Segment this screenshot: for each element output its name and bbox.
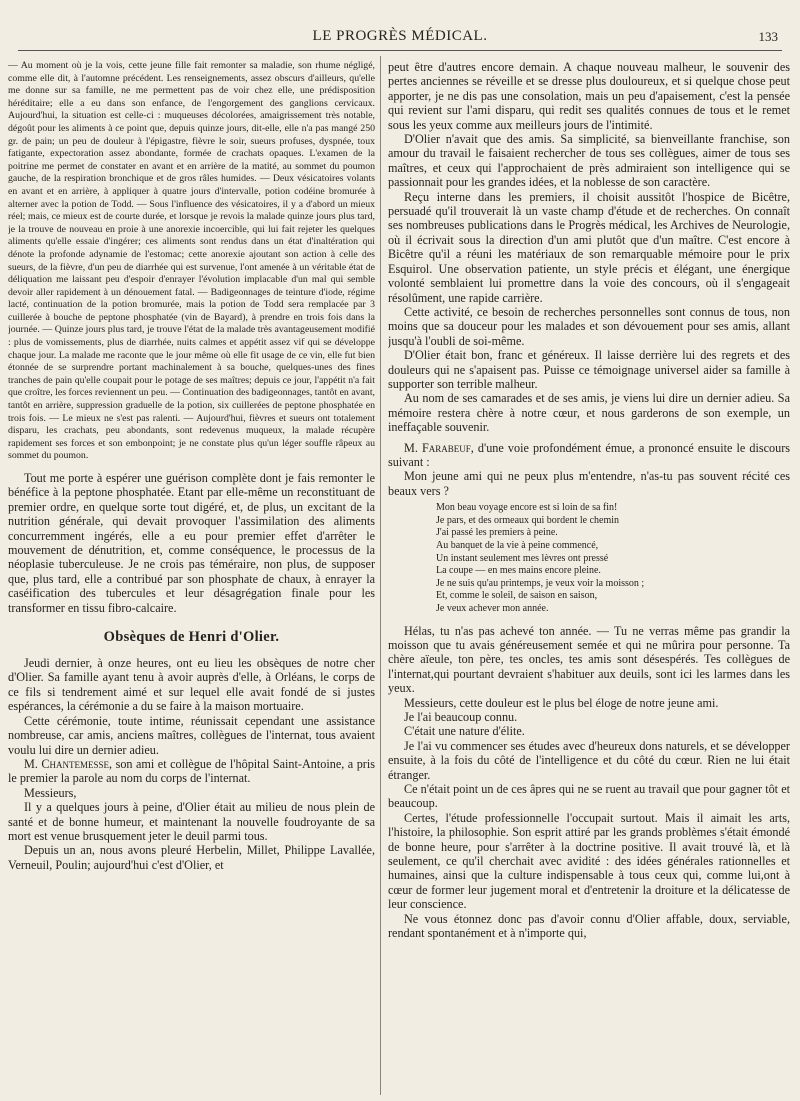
right-paragraph: peut être d'autres encore demain. A chaque nouveau malheur, le souvenir des pertes anciennes se réveille et se dresse plus douloureux, et si quelque chose peut apporter, je ne dis pas une consolation, mais un peu d'apaisement, c'est la pensée qui revient sur l'ami disparu, qui redit ses qualités connues de tous et le remet sous les yeux comme aux meilleurs jours de l'intimité. xyxy=(388,60,790,132)
poem-line: Mon beau voyage encore est si loin de sa fin! xyxy=(436,502,618,514)
left-paragraph: Il y a quelques jours à peine, d'Olier était au milieu de nous plein de santé et de bonne humeur, et maintenant la nouvelle foudroyante de sa mort est venue brusquement jeter le deuil parmi tous. xyxy=(8,800,375,843)
column-divider xyxy=(380,56,381,1095)
left-paragraph: Messieurs, xyxy=(24,785,77,800)
left-paragraph: Cette cérémonie, toute intime, réunissait cependant une assistance nombreuse, car amis, anciens maîtres, collègues de l'internat, tous avaient voulu lui dire un dernier adieu. xyxy=(8,713,375,757)
left-paragraph: Depuis un an, nous avons pleuré Herbelin, Millet, Philippe Lavallée, Verneuil, Poulin; aujourd'hui c'est d'Olier, et xyxy=(8,843,375,872)
right-paragraph: Je l'ai beaucoup connu. xyxy=(404,709,518,724)
right-paragraph: Au nom de ses camarades et de ses amis, je viens lui dire un dernier adieu. Sa mémoire restera chère à notre cœur, et nous garderons de son exemple, un ineffaçable souvenir. xyxy=(388,391,790,435)
right-paragraph: M. Farabeuf, d'une voie profondément émue, a prononcé ensuite le discours suivant : xyxy=(388,440,790,469)
poem-line: La coupe — en mes mains encore pleine. xyxy=(436,565,601,577)
left-paragraph: Jeudi dernier, à onze heures, ont eu lieu les obsèques de notre cher d'Olier. Sa famille ayant tenu à avoir auprès d'elle, à Orléans, le corps de ce fils si tendrement aimé et sur lequel elle avait fondé de si justes espérances, la cérémonie a du se faire à la maison mortuaire. xyxy=(8,656,375,714)
right-paragraph: Cette activité, ce besoin de recherches personnelles sont connus de tous, non moins que sa douceur pour les malades et son dévouement pour ses amis, allant jusqu'à l'oubli de soi-même. xyxy=(388,304,790,348)
right-paragraph: D'Olier était bon, franc et généreux. Il laisse derrière lui des regrets et des douleurs qui ne s'apaisent pas. Puisse ce témoignage universel aider sa famille à supporter son terrible malheur. xyxy=(388,348,790,391)
page-header xyxy=(18,28,782,51)
right-paragraph: Je l'ai vu commencer ses études avec d'heureux dons naturels, et se développer ensuite, à la fois du côté de l'intelligence et du côté du cœur. Rien ne lui était étranger. xyxy=(388,738,790,782)
left-body xyxy=(8,471,375,872)
case-report-text: — Au moment où je la vois, cette jeune fille fait remonter sa maladie, son rhume négligé, comme elle dit, à l'automne précédent. Les renseignements, assez obscurs d'ailleurs, qu'elle me donne sur sa famille, ne me permettent pas de voir chez elle, une prédisposition héréditaire; elle a eu dans son enfance, de l'engorgement des ganglions cervicaux. Aujourd'hui, la situation est celle-ci : muqueuses décolorées, amaigrissement très notable, dégoût pour les aliments à ce point que, depuis quinze jours, dit-elle, elle n'a pas mangé 250 gr. de pain; un peu de douleur à l'épigastre, fièvre le soir, sueurs profuses, dyspnée, toux fatigante, expectoration assez abondante, formée de crachats opaques. L'examen de la poitrine me permet de constater en avant et en arrière de la matité, au sommet du poumon gauche, de la respiration bronchique et de gros râles humides. — Deux vésicatoires volants en avant et en arrière, à appliquer à quatre jours d'intervalle, potion codéine bromurée à alterner avec la potion de Todd. — Sous l'influence des vésicatoires, il y a d'abord un mieux réel; mais, ce mieux est de courte durée, et lorsque je revois la malade quinze jours plus tard, je la trouve de nouveau en proie à une anorexie incoercible, qui lui fait rejeter les quelques aliments qu'elle essaie d'ingérer; ces aliments sont rendus dans un état d'inaltération qui dénote la profonde adynamie de l'estomac; cette anorexie ajoutant son action à celle des sueurs, de la fièvre, d'un peu de diarrhée qui est survenue, l'ont amenée à un véritable état de déliquation me laissant peu d'espoir d'enrayer l'évolution implacable d'un mal qui semble devoir aller rapidement à un dénouement fatal. — Badigeonnages de teinture d'iode, régime lacté, continuation de la potion bromurée, mais la potion de Todd sera remplacée par 3 cuillerée à bouche de peptone phosphatée (vin de Bayard), à prendre en trois fois dans la journée. — Quinze jours plus tard, je trouve l'état de la malade très avantageusement modifié : plus de vomissements, plus de diarrhée, nuits calmes et appétit assez vif qui se développe chaque jour. La malade me raconte que le jour même où elle fit usage de ce vin, elle fut bien étonnée de se surprendre portant machinalement à sa bouche, quelques-unes des fines tranches de pain qu'elle coupait pour le potage de ses maîtres; depuis ce jour, l'appétit n'a fait que croître, les forces reviennent un peu. — Continuation des badigeonnages, tantôt en avant, tantôt en arrière, suppression graduelle de la potion, six cuillerées de peptone phosphatée en trois fois. — Le mieux ne s'est pas ralenti. — Aujourd'hui, fièvres et sueurs ont totalement disparu, les crachats, peu abondants, sont redevenus muqueux, la malade récupère rapidement ses forces et son embonpoint; je ne constate plus qu'un léger souffle râpeux au sommet du poumon. xyxy=(8,60,375,462)
poem-line: Je pars, et des ormeaux qui bordent le chemin xyxy=(436,514,619,526)
case-report xyxy=(8,60,375,463)
poem-line: Je ne suis qu'au printemps, je veux voir la moisson ; xyxy=(436,577,645,589)
left-paragraph: M. Chantemesse, son ami et collègue de l'hôpital Saint-Antoine, a pris le premier la parole au nom du corps de l'internat. xyxy=(8,756,375,786)
right-paragraph: Ce n'était point un de ces âpres qui ne se ruent au travail que pour gagner tôt et beaucoup. xyxy=(388,782,790,811)
poem xyxy=(436,502,790,615)
right-paragraph: Messieurs, cette douleur est le plus bel éloge de notre jeune ami. xyxy=(404,695,719,710)
poem-line: Je veux achever mon année. xyxy=(436,602,549,614)
right-paragraph: Reçu interne dans les premiers, il choisit aussitôt l'hospice de Bicêtre, persuadé qu'il trouverait là un vaste champ d'étude et de recherches. On connaît ses nombreuses publications dans le Progrès médical, les Archives de Neurologie, où il écrivait sous la direction d'un ami plutôt que d'un maître. C'est encore à Bicêtre qu'il a réuni les matériaux de son remarquable mémoire pour le prix Esquirol. Une observation patiente, un style précis et élégant, une énergique volonté semblaient lui promettre dans la voie des concours, où il s'engageait résolûment, une rapide carrière. xyxy=(388,189,790,305)
right-column xyxy=(388,60,790,1097)
poem-line: J'ai passé les premiers à peine. xyxy=(436,527,558,539)
right-paragraph: Hélas, tu n'as pas achevé ton année. — Tu ne verras même pas grandir la moisson que tu avais généreusement semée et qui ne mûrira pour personne. Ta chère aïeule, ton père, tes oncles, tes amis sont désespérés. Tes collègues de l'internat,qui pourtant devraient s'habituer aux deuils, sont ici les larmes dans les yeux. xyxy=(388,623,790,696)
poem-line: Au banquet de la vie à peine commencé, xyxy=(436,539,599,551)
left-column xyxy=(8,60,375,1097)
poem-line: Et, comme le soleil, de saison en saison, xyxy=(436,590,598,602)
left-paragraph: Tout me porte à espérer une guérison complète dont je fais remonter le bénéfice à la peptone phosphatée. Etant par elle-même un reconstituant de premier ordre, en quelque sorte tout digéré, et, de plus, un excitant de la nutrition générale, qui devait provoquer l'assimilation des aliments concurremment ingérés, elle a eu pour premier effet d'arrêter le mouvement de dénutrition, et, comme conséquence, le processus de la néoplasie tuberculeuse. Je ne crois pas téméraire, non plus, de supposer que, plus tard, elle a contribué par son phosphate de chaux, à enrayer la caséification des tubercules et leur désagrégation finale pour les transformer en tissu fibro-calcaire. xyxy=(8,471,375,615)
speaker-name: M. Farabeuf, xyxy=(404,440,474,455)
poem-line: Un instant seulement mes lèvres ont pressé xyxy=(436,552,609,564)
right-paragraph: Ne vous étonnez donc pas d'avoir connu d'Olier affable, doux, serviable, rendant spontanément et à n'importe qui, xyxy=(388,911,790,941)
right-paragraph: Mon jeune ami qui ne peux plus m'entendre, n'as-tu pas souvent récité ces beaux vers ? xyxy=(388,469,790,498)
right-paragraph: D'Olier n'avait que des amis. Sa simplicité, sa bienveillante franchise, son amour du travail le faisaient rechercher de tous ses collègues, aimer de tous ses maîtres, et ceux qui l'approchaient de près admiraient son intelligence qui se passionnait pour les grandes idées, et la noblesse de son caractère. xyxy=(388,132,790,190)
right-paragraph: C'était une nature d'élite. xyxy=(404,724,525,739)
page-number: 133 xyxy=(758,29,778,44)
speaker-name: M. Chantemesse, xyxy=(24,756,113,771)
section-heading: Obsèques de Henri d'Olier. xyxy=(103,629,280,646)
right-paragraph: Certes, l'étude professionnelle l'occupait surtout. Mais il aimait les arts, l'histoire, la philosophie. Son esprit attiré par les grands problèmes s'était émondé de bonne heure, pour s'arrêter à la doctrine positive. Il avait trouvé là, et là seulement, ce qu'il cherchait avec avidité : des idées générales rationnelles et humaines, ainsi que la culture indispensable à tous ceux qui, comme lui,ont à cœur de former leur jugement moral et d'entretenir la droiture et la délicatesse de leur conscience. xyxy=(388,810,790,912)
journal-title: LE PROGRÈS MÉDICAL. xyxy=(312,28,488,44)
